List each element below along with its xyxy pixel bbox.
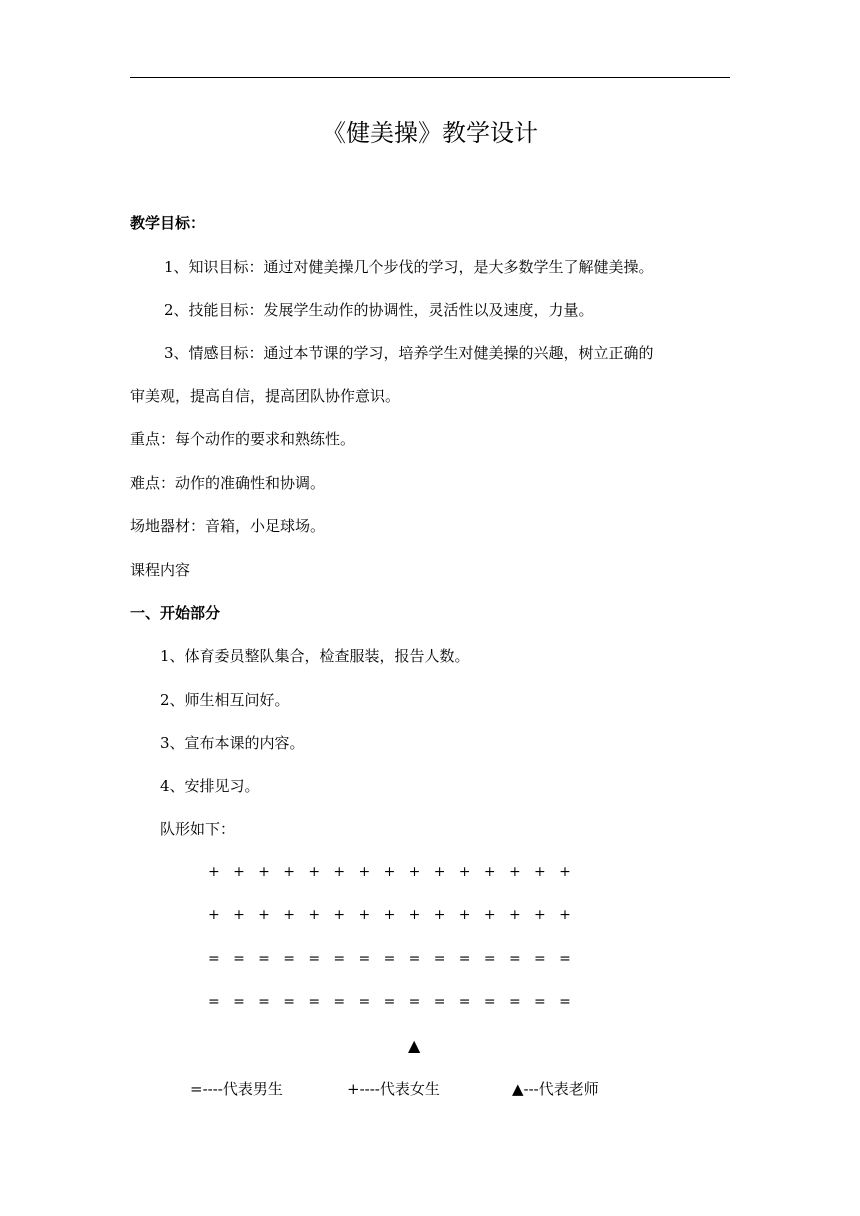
formation-row-girls: + + + + + + + + + + + + + + + bbox=[208, 907, 571, 923]
header-rule bbox=[130, 77, 730, 78]
formation-label: 队形如下： bbox=[160, 820, 236, 838]
formation-row-boys: = = = = = = = = = = = = = = = bbox=[208, 994, 571, 1010]
legend-girls: +----代表女生 bbox=[347, 1080, 440, 1098]
legend-teacher: ▲---代表老师 bbox=[512, 1080, 599, 1098]
section1-item: 2、师生相互问好。 bbox=[160, 691, 290, 709]
goal-item: 1、知识目标：通过对健美操几个步伐的学习，是大多数学生了解健美操。 bbox=[164, 258, 654, 276]
goal-item: 2、技能目标：发展学生动作的协调性，灵活性以及速度，力量。 bbox=[164, 301, 594, 319]
goals-heading: 教学目标： bbox=[130, 214, 206, 232]
section1-item: 1、体育委员整队集合，检查服装，报告人数。 bbox=[160, 647, 470, 665]
key-point: 重点：每个动作的要求和熟练性。 bbox=[130, 430, 356, 448]
formation-row-boys: = = = = = = = = = = = = = = = bbox=[208, 951, 571, 967]
goal-item-continuation: 审美观，提高自信，提高团队协作意识。 bbox=[130, 387, 401, 405]
legend-boys: =----代表男生 bbox=[190, 1080, 283, 1098]
goal-item: 3、情感目标：通过本节课的学习，培养学生对健美操的兴趣，树立正确的 bbox=[164, 344, 654, 362]
course-content-label: 课程内容 bbox=[130, 561, 191, 579]
equipment: 场地器材：音箱，小足球场。 bbox=[130, 517, 326, 535]
section1-item: 4、安排见习。 bbox=[160, 777, 260, 795]
difficulty: 难点：动作的准确性和协调。 bbox=[130, 474, 326, 492]
document-title: 《健美操》教学设计 bbox=[322, 119, 538, 147]
section1-heading: 一、开始部分 bbox=[130, 604, 221, 622]
section1-item: 3、宣布本课的内容。 bbox=[160, 734, 305, 752]
teacher-marker: ▲ bbox=[408, 1036, 421, 1055]
formation-row-girls: + + + + + + + + + + + + + + + bbox=[208, 864, 571, 880]
